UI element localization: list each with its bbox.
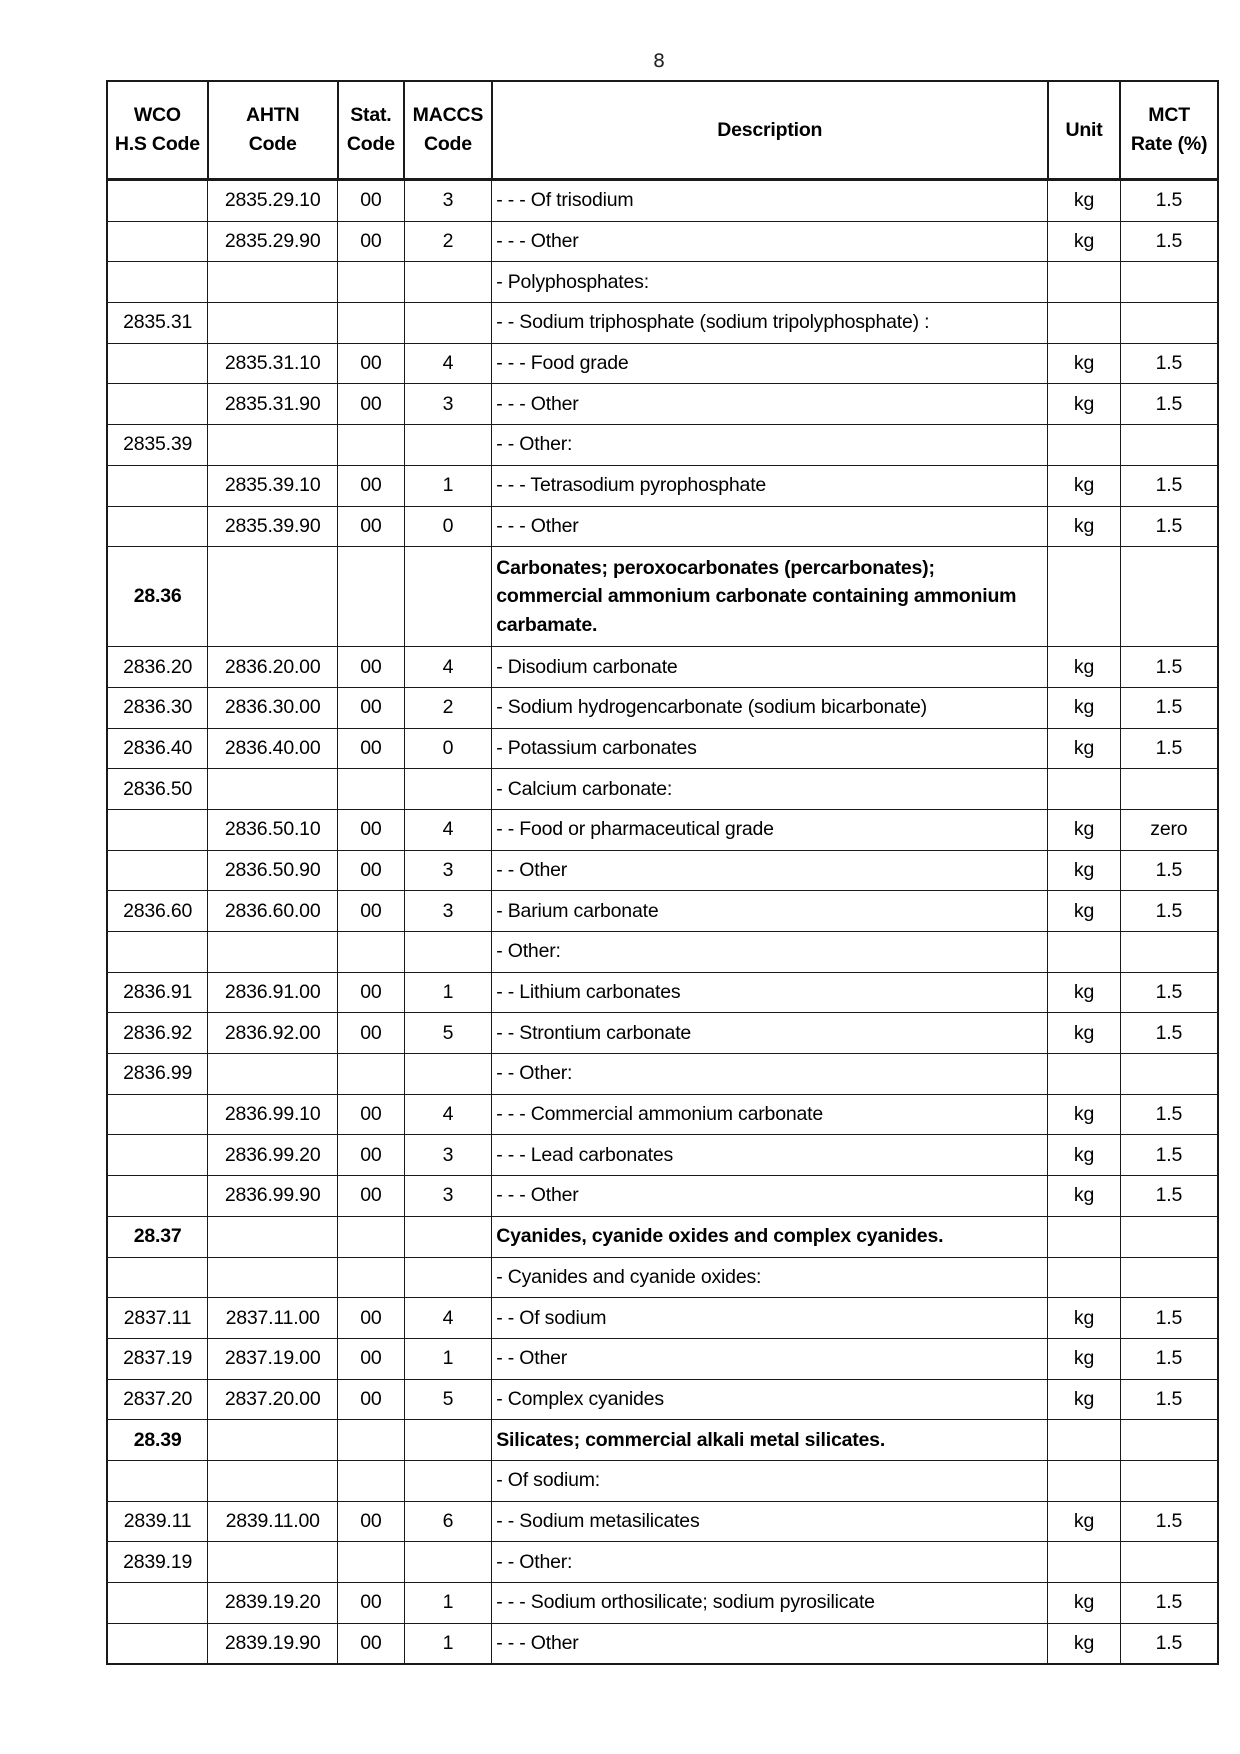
cell-description: - - Sodium metasilicates (492, 1501, 1048, 1542)
cell-unit: kg (1048, 972, 1121, 1013)
cell-mct-rate (1120, 1257, 1218, 1298)
table-row (107, 1460, 1218, 1501)
table-row (107, 809, 1218, 850)
cell-stat-code (338, 1216, 404, 1257)
cell-unit (1048, 425, 1121, 466)
cell-wco-hs-code: 2839.11 (107, 1501, 208, 1542)
cell-description: - - Food or pharmaceutical grade (492, 809, 1048, 850)
cell-ahtn-code: 2835.31.90 (208, 384, 338, 425)
cell-wco-hs-code (107, 262, 208, 303)
cell-description: - - Of sodium (492, 1298, 1048, 1339)
header-wco-hs-code: WCO H.S Code (107, 81, 208, 180)
cell-maccs-code: 1 (404, 1338, 492, 1379)
cell-stat-code: 00 (338, 465, 404, 506)
cell-ahtn-code: 2836.99.90 (208, 1176, 338, 1217)
cell-description: - - Other (492, 850, 1048, 891)
cell-description: - - Other (492, 1338, 1048, 1379)
cell-mct-rate: 1.5 (1120, 972, 1218, 1013)
cell-wco-hs-code (107, 506, 208, 547)
cell-ahtn-code (208, 1420, 338, 1461)
cell-stat-code (338, 932, 404, 973)
cell-wco-hs-code (107, 932, 208, 973)
cell-mct-rate (1120, 1542, 1218, 1583)
cell-description: - Complex cyanides (492, 1379, 1048, 1420)
cell-description: - - - Sodium orthosilicate; sodium pyrosilicate (492, 1583, 1048, 1624)
cell-stat-code (338, 262, 404, 303)
cell-ahtn-code: 2836.99.20 (208, 1135, 338, 1176)
cell-maccs-code: 4 (404, 1094, 492, 1135)
cell-ahtn-code: 2836.50.10 (208, 809, 338, 850)
table-row (107, 1013, 1218, 1054)
cell-maccs-code (404, 1257, 492, 1298)
cell-unit: kg (1048, 850, 1121, 891)
cell-stat-code: 00 (338, 180, 404, 222)
cell-ahtn-code (208, 1460, 338, 1501)
cell-unit: kg (1048, 1379, 1121, 1420)
cell-ahtn-code: 2837.19.00 (208, 1338, 338, 1379)
cell-ahtn-code: 2836.91.00 (208, 972, 338, 1013)
cell-unit: kg (1048, 506, 1121, 547)
cell-mct-rate: 1.5 (1120, 221, 1218, 262)
cell-mct-rate: 1.5 (1120, 343, 1218, 384)
cell-unit (1048, 1054, 1121, 1095)
cell-maccs-code: 1 (404, 972, 492, 1013)
cell-unit: kg (1048, 180, 1121, 222)
cell-ahtn-code: 2836.20.00 (208, 647, 338, 688)
table-header (107, 81, 1218, 180)
cell-mct-rate (1120, 769, 1218, 810)
cell-unit (1048, 932, 1121, 973)
cell-ahtn-code (208, 1216, 338, 1257)
cell-stat-code: 00 (338, 647, 404, 688)
table-row (107, 891, 1218, 932)
tariff-table (106, 80, 1219, 1665)
cell-mct-rate (1120, 303, 1218, 344)
cell-maccs-code: 1 (404, 465, 492, 506)
header-unit: Unit (1048, 81, 1121, 180)
cell-ahtn-code: 2835.39.10 (208, 465, 338, 506)
cell-stat-code (338, 1420, 404, 1461)
cell-stat-code: 00 (338, 1135, 404, 1176)
cell-description: Carbonates; peroxocarbonates (percarbonates); commercial ammonium carbonate containing ammonium carbamate. (492, 547, 1048, 647)
cell-description: - - - Other (492, 506, 1048, 547)
cell-mct-rate (1120, 1054, 1218, 1095)
cell-mct-rate: 1.5 (1120, 1013, 1218, 1054)
cell-description: - - Other: (492, 1542, 1048, 1583)
cell-description: - Calcium carbonate: (492, 769, 1048, 810)
cell-description: - - - Tetrasodium pyrophosphate (492, 465, 1048, 506)
cell-stat-code (338, 1460, 404, 1501)
cell-description: - - - Other (492, 1176, 1048, 1217)
table-row (107, 972, 1218, 1013)
cell-wco-hs-code (107, 1176, 208, 1217)
cell-maccs-code (404, 1460, 492, 1501)
header-stat-code: Stat. Code (338, 81, 404, 180)
cell-mct-rate: 1.5 (1120, 647, 1218, 688)
table-row (107, 1135, 1218, 1176)
cell-maccs-code (404, 303, 492, 344)
cell-stat-code: 00 (338, 1298, 404, 1339)
cell-mct-rate: 1.5 (1120, 506, 1218, 547)
cell-unit: kg (1048, 647, 1121, 688)
cell-unit: kg (1048, 687, 1121, 728)
cell-mct-rate (1120, 1216, 1218, 1257)
table-row (107, 850, 1218, 891)
cell-description: - Polyphosphates: (492, 262, 1048, 303)
cell-wco-hs-code: 2836.50 (107, 769, 208, 810)
cell-mct-rate: 1.5 (1120, 1583, 1218, 1624)
cell-ahtn-code: 2836.60.00 (208, 891, 338, 932)
cell-wco-hs-code: 28.39 (107, 1420, 208, 1461)
cell-stat-code: 00 (338, 809, 404, 850)
cell-unit (1048, 1216, 1121, 1257)
cell-wco-hs-code: 2836.60 (107, 891, 208, 932)
header-maccs-code: MACCS Code (404, 81, 492, 180)
cell-mct-rate (1120, 1460, 1218, 1501)
cell-unit: kg (1048, 1094, 1121, 1135)
cell-mct-rate (1120, 547, 1218, 647)
cell-mct-rate: 1.5 (1120, 1338, 1218, 1379)
cell-stat-code (338, 769, 404, 810)
cell-wco-hs-code: 28.36 (107, 547, 208, 647)
table-row (107, 1501, 1218, 1542)
cell-mct-rate: 1.5 (1120, 1135, 1218, 1176)
cell-unit: kg (1048, 465, 1121, 506)
cell-wco-hs-code (107, 343, 208, 384)
cell-ahtn-code: 2835.29.90 (208, 221, 338, 262)
cell-maccs-code (404, 1420, 492, 1461)
cell-stat-code: 00 (338, 728, 404, 769)
cell-wco-hs-code (107, 1460, 208, 1501)
cell-unit (1048, 303, 1121, 344)
cell-wco-hs-code: 28.37 (107, 1216, 208, 1257)
cell-maccs-code: 1 (404, 1623, 492, 1664)
cell-maccs-code (404, 425, 492, 466)
cell-stat-code: 00 (338, 343, 404, 384)
table-row (107, 180, 1218, 222)
heading-row (107, 1216, 1218, 1257)
cell-description: - - Other: (492, 1054, 1048, 1095)
cell-mct-rate: zero (1120, 809, 1218, 850)
cell-wco-hs-code: 2836.99 (107, 1054, 208, 1095)
cell-maccs-code: 3 (404, 1176, 492, 1217)
cell-unit (1048, 1257, 1121, 1298)
cell-stat-code: 00 (338, 1501, 404, 1542)
cell-unit: kg (1048, 384, 1121, 425)
cell-mct-rate: 1.5 (1120, 728, 1218, 769)
cell-mct-rate: 1.5 (1120, 1623, 1218, 1664)
cell-stat-code: 00 (338, 1379, 404, 1420)
cell-wco-hs-code: 2837.20 (107, 1379, 208, 1420)
cell-wco-hs-code (107, 221, 208, 262)
cell-mct-rate: 1.5 (1120, 1094, 1218, 1135)
table-row (107, 1257, 1218, 1298)
cell-ahtn-code: 2836.50.90 (208, 850, 338, 891)
cell-wco-hs-code (107, 384, 208, 425)
cell-description: - Barium carbonate (492, 891, 1048, 932)
cell-stat-code: 00 (338, 850, 404, 891)
page-number: 8 (652, 50, 666, 72)
cell-maccs-code: 3 (404, 891, 492, 932)
cell-unit: kg (1048, 1623, 1121, 1664)
cell-maccs-code: 2 (404, 221, 492, 262)
cell-description: - - - Other (492, 1623, 1048, 1664)
table-row (107, 465, 1218, 506)
cell-stat-code: 00 (338, 1176, 404, 1217)
cell-wco-hs-code (107, 465, 208, 506)
cell-wco-hs-code (107, 1623, 208, 1664)
cell-maccs-code: 5 (404, 1013, 492, 1054)
cell-maccs-code (404, 1542, 492, 1583)
cell-wco-hs-code (107, 180, 208, 222)
table-row (107, 1583, 1218, 1624)
cell-description: - - - Other (492, 221, 1048, 262)
cell-wco-hs-code: 2835.31 (107, 303, 208, 344)
cell-wco-hs-code (107, 1094, 208, 1135)
cell-maccs-code (404, 262, 492, 303)
cell-maccs-code (404, 932, 492, 973)
cell-ahtn-code: 2836.99.10 (208, 1094, 338, 1135)
cell-mct-rate (1120, 425, 1218, 466)
cell-ahtn-code: 2839.19.20 (208, 1583, 338, 1624)
cell-maccs-code: 4 (404, 343, 492, 384)
cell-ahtn-code (208, 932, 338, 973)
cell-maccs-code: 3 (404, 384, 492, 425)
cell-description: - - - Food grade (492, 343, 1048, 384)
cell-stat-code: 00 (338, 891, 404, 932)
cell-stat-code (338, 547, 404, 647)
header-row (107, 81, 1218, 180)
table-row (107, 221, 1218, 262)
cell-stat-code: 00 (338, 1013, 404, 1054)
cell-maccs-code: 4 (404, 1298, 492, 1339)
cell-ahtn-code: 2835.31.10 (208, 343, 338, 384)
cell-wco-hs-code: 2835.39 (107, 425, 208, 466)
cell-description: - Cyanides and cyanide oxides: (492, 1257, 1048, 1298)
table-row (107, 303, 1218, 344)
cell-unit (1048, 547, 1121, 647)
cell-mct-rate: 1.5 (1120, 1298, 1218, 1339)
cell-ahtn-code: 2836.40.00 (208, 728, 338, 769)
header-description: Description (492, 81, 1048, 180)
cell-description: - Of sodium: (492, 1460, 1048, 1501)
cell-stat-code (338, 303, 404, 344)
cell-stat-code: 00 (338, 687, 404, 728)
cell-mct-rate (1120, 932, 1218, 973)
cell-stat-code (338, 425, 404, 466)
cell-unit: kg (1048, 1583, 1121, 1624)
cell-description: - - Lithium carbonates (492, 972, 1048, 1013)
cell-wco-hs-code (107, 1583, 208, 1624)
table-row (107, 1298, 1218, 1339)
cell-ahtn-code (208, 262, 338, 303)
cell-unit: kg (1048, 221, 1121, 262)
cell-ahtn-code (208, 769, 338, 810)
cell-stat-code: 00 (338, 384, 404, 425)
table-row (107, 1054, 1218, 1095)
cell-maccs-code (404, 547, 492, 647)
cell-mct-rate: 1.5 (1120, 687, 1218, 728)
cell-unit: kg (1048, 1135, 1121, 1176)
cell-stat-code: 00 (338, 972, 404, 1013)
cell-description: - Disodium carbonate (492, 647, 1048, 688)
cell-mct-rate: 1.5 (1120, 465, 1218, 506)
cell-unit: kg (1048, 1298, 1121, 1339)
cell-mct-rate (1120, 1420, 1218, 1461)
heading-row (107, 1420, 1218, 1461)
header-mct-rate: MCT Rate (%) (1120, 81, 1218, 180)
cell-ahtn-code (208, 1542, 338, 1583)
cell-stat-code: 00 (338, 1583, 404, 1624)
table-row (107, 343, 1218, 384)
cell-description: - Sodium hydrogencarbonate (sodium bicarbonate) (492, 687, 1048, 728)
cell-ahtn-code: 2835.39.90 (208, 506, 338, 547)
cell-description: - - - Other (492, 384, 1048, 425)
cell-unit: kg (1048, 1501, 1121, 1542)
cell-unit (1048, 262, 1121, 303)
cell-stat-code: 00 (338, 1338, 404, 1379)
table-row (107, 425, 1218, 466)
cell-maccs-code (404, 769, 492, 810)
cell-stat-code (338, 1257, 404, 1298)
table-body (107, 180, 1218, 1665)
cell-maccs-code: 6 (404, 1501, 492, 1542)
cell-mct-rate: 1.5 (1120, 384, 1218, 425)
table-row (107, 687, 1218, 728)
cell-wco-hs-code (107, 850, 208, 891)
cell-unit (1048, 1420, 1121, 1461)
table-row (107, 932, 1218, 973)
cell-maccs-code: 2 (404, 687, 492, 728)
heading-row (107, 547, 1218, 647)
cell-ahtn-code: 2836.30.00 (208, 687, 338, 728)
cell-unit: kg (1048, 891, 1121, 932)
cell-description: - - Strontium carbonate (492, 1013, 1048, 1054)
cell-wco-hs-code: 2839.19 (107, 1542, 208, 1583)
table-row (107, 769, 1218, 810)
cell-maccs-code: 4 (404, 647, 492, 688)
cell-wco-hs-code: 2836.30 (107, 687, 208, 728)
table-row (107, 1623, 1218, 1664)
cell-description: - - - Of trisodium (492, 180, 1048, 222)
cell-description: - - - Commercial ammonium carbonate (492, 1094, 1048, 1135)
cell-unit: kg (1048, 1338, 1121, 1379)
cell-description: - - Other: (492, 425, 1048, 466)
cell-description: - Potassium carbonates (492, 728, 1048, 769)
table-row (107, 1094, 1218, 1135)
cell-wco-hs-code: 2836.20 (107, 647, 208, 688)
cell-wco-hs-code: 2837.19 (107, 1338, 208, 1379)
cell-ahtn-code: 2839.19.90 (208, 1623, 338, 1664)
cell-ahtn-code: 2837.11.00 (208, 1298, 338, 1339)
cell-wco-hs-code: 2836.92 (107, 1013, 208, 1054)
table-row (107, 647, 1218, 688)
cell-description: - Other: (492, 932, 1048, 973)
cell-wco-hs-code: 2836.91 (107, 972, 208, 1013)
cell-unit (1048, 1542, 1121, 1583)
cell-description: - - - Lead carbonates (492, 1135, 1048, 1176)
cell-maccs-code: 3 (404, 180, 492, 222)
cell-maccs-code: 0 (404, 728, 492, 769)
cell-maccs-code: 4 (404, 809, 492, 850)
cell-wco-hs-code: 2837.11 (107, 1298, 208, 1339)
cell-description: Silicates; commercial alkali metal silicates. (492, 1420, 1048, 1461)
table-row (107, 1338, 1218, 1379)
cell-wco-hs-code (107, 1135, 208, 1176)
table-row (107, 1542, 1218, 1583)
cell-maccs-code: 0 (404, 506, 492, 547)
table-row (107, 728, 1218, 769)
cell-mct-rate: 1.5 (1120, 1176, 1218, 1217)
cell-ahtn-code: 2837.20.00 (208, 1379, 338, 1420)
cell-mct-rate: 1.5 (1120, 891, 1218, 932)
cell-maccs-code: 3 (404, 1135, 492, 1176)
cell-maccs-code: 5 (404, 1379, 492, 1420)
cell-mct-rate: 1.5 (1120, 180, 1218, 222)
cell-stat-code (338, 1542, 404, 1583)
cell-unit: kg (1048, 728, 1121, 769)
cell-mct-rate (1120, 262, 1218, 303)
cell-ahtn-code: 2836.92.00 (208, 1013, 338, 1054)
cell-ahtn-code: 2835.29.10 (208, 180, 338, 222)
table-row (107, 262, 1218, 303)
cell-stat-code: 00 (338, 506, 404, 547)
cell-ahtn-code (208, 425, 338, 466)
table-row (107, 384, 1218, 425)
cell-unit: kg (1048, 343, 1121, 384)
cell-stat-code (338, 1054, 404, 1095)
cell-stat-code: 00 (338, 221, 404, 262)
cell-unit: kg (1048, 1176, 1121, 1217)
cell-wco-hs-code (107, 809, 208, 850)
cell-description: - - Sodium triphosphate (sodium tripolyphosphate) : (492, 303, 1048, 344)
table-row (107, 1379, 1218, 1420)
cell-mct-rate: 1.5 (1120, 1379, 1218, 1420)
cell-mct-rate: 1.5 (1120, 850, 1218, 891)
cell-ahtn-code (208, 1054, 338, 1095)
table-row (107, 1176, 1218, 1217)
cell-unit: kg (1048, 809, 1121, 850)
cell-ahtn-code: 2839.11.00 (208, 1501, 338, 1542)
cell-description: Cyanides, cyanide oxides and complex cyanides. (492, 1216, 1048, 1257)
table-row (107, 506, 1218, 547)
cell-maccs-code (404, 1054, 492, 1095)
header-ahtn-code: AHTN Code (208, 81, 338, 180)
cell-wco-hs-code: 2836.40 (107, 728, 208, 769)
cell-maccs-code: 1 (404, 1583, 492, 1624)
cell-unit (1048, 1460, 1121, 1501)
cell-wco-hs-code (107, 1257, 208, 1298)
cell-maccs-code: 3 (404, 850, 492, 891)
cell-maccs-code (404, 1216, 492, 1257)
cell-unit: kg (1048, 1013, 1121, 1054)
cell-ahtn-code (208, 303, 338, 344)
cell-stat-code: 00 (338, 1623, 404, 1664)
cell-ahtn-code (208, 547, 338, 647)
cell-stat-code: 00 (338, 1094, 404, 1135)
cell-ahtn-code (208, 1257, 338, 1298)
cell-mct-rate: 1.5 (1120, 1501, 1218, 1542)
cell-unit (1048, 769, 1121, 810)
